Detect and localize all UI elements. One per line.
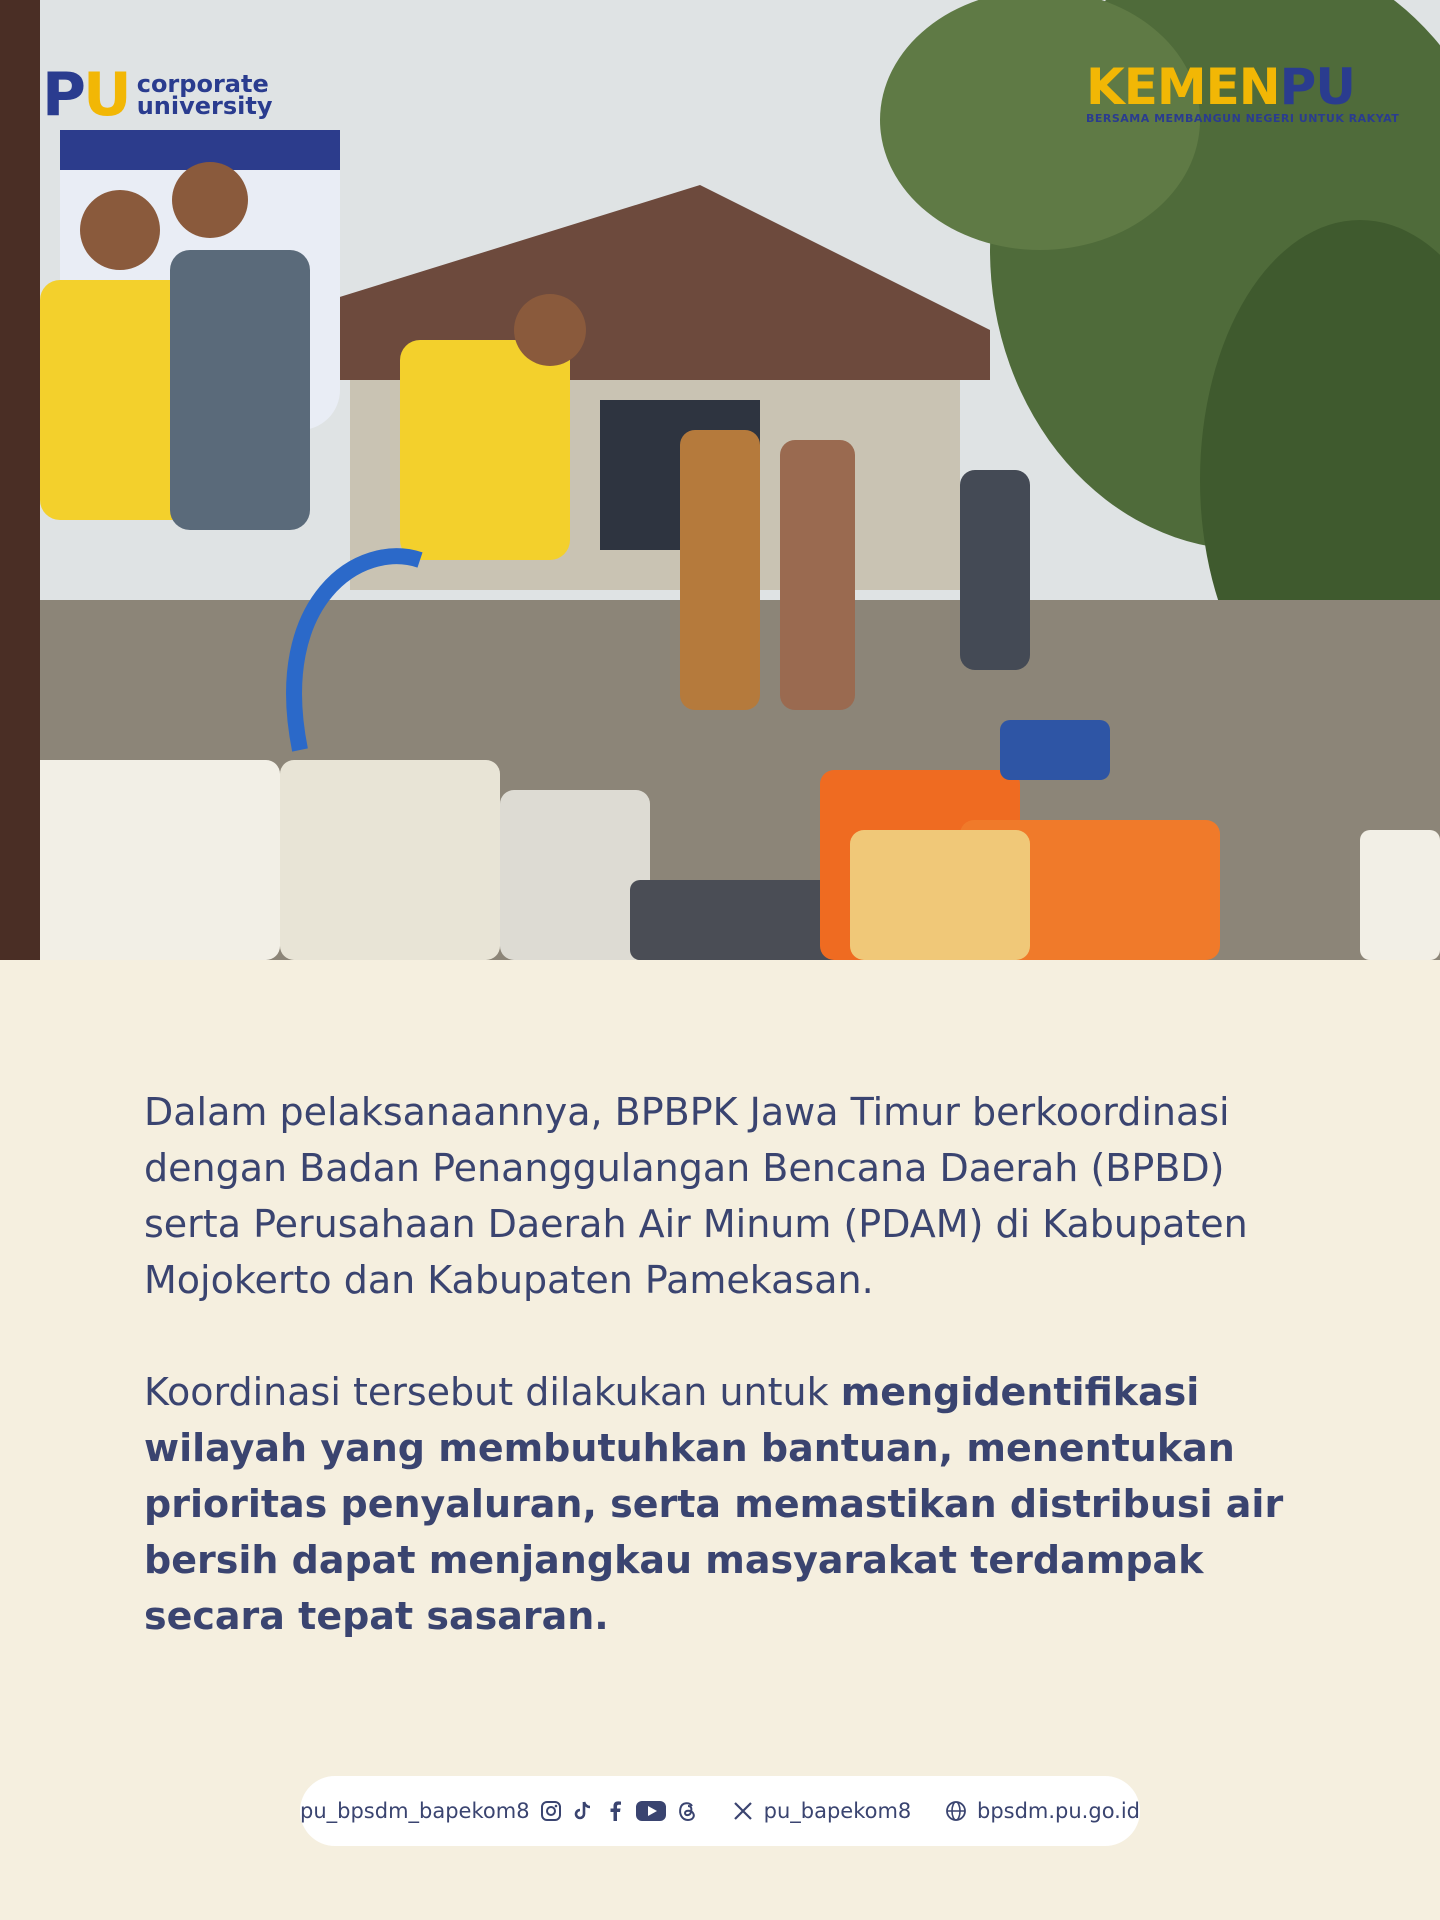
- pu-logo-mark: PU: [42, 60, 129, 130]
- paragraph-2-bold: mengidentifikasi wilayah yang membutuhkan bantuan, menentukan prioritas penyaluran, serta memastikan distribusi air bersih dapat menjangkau masyarakat terdampak secara tepat sasaran.: [144, 1370, 1284, 1638]
- x-icon[interactable]: [732, 1798, 754, 1824]
- website-link[interactable]: bpsdm.pu.go.id: [976, 1799, 1141, 1823]
- paragraph-2-plain: Koordinasi tersebut dilakukan untuk: [144, 1370, 841, 1414]
- corporate-university-logo: [42, 60, 273, 130]
- youtube-icon[interactable]: [636, 1798, 666, 1824]
- instagram-icon[interactable]: [540, 1798, 562, 1824]
- social-footer: [300, 1776, 1140, 1846]
- tiktok-icon[interactable]: [572, 1798, 594, 1824]
- facebook-icon[interactable]: [604, 1798, 626, 1824]
- social-handle[interactable]: pu_bpsdm_bapekom8: [300, 1799, 530, 1823]
- paragraph-2: [144, 1364, 1324, 1644]
- kemenpu-logo: [1086, 58, 1406, 125]
- globe-icon: [945, 1798, 967, 1824]
- threads-icon[interactable]: [676, 1798, 698, 1824]
- kemenpu-tagline: BERSAMA MEMBANGUN NEGERI UNTUK RAKYAT: [1086, 112, 1400, 125]
- kemenpu-wordmark: KEMENPU: [1086, 58, 1355, 116]
- corporate-university-wordmark: corporate university: [136, 70, 273, 120]
- paragraph-1: Dalam pelaksanaannya, BPBPK Jawa Timur berkoordinasi dengan Badan Penanggulangan Bencana Daerah (BPBD) serta Perusahaan Daerah Air Minum (PDAM) di Kabupaten Mojokerto dan Kabupaten Pamekasan.: [144, 1090, 1248, 1302]
- body-text: [144, 1084, 1324, 1644]
- x-handle[interactable]: pu_bapekom8: [763, 1799, 912, 1823]
